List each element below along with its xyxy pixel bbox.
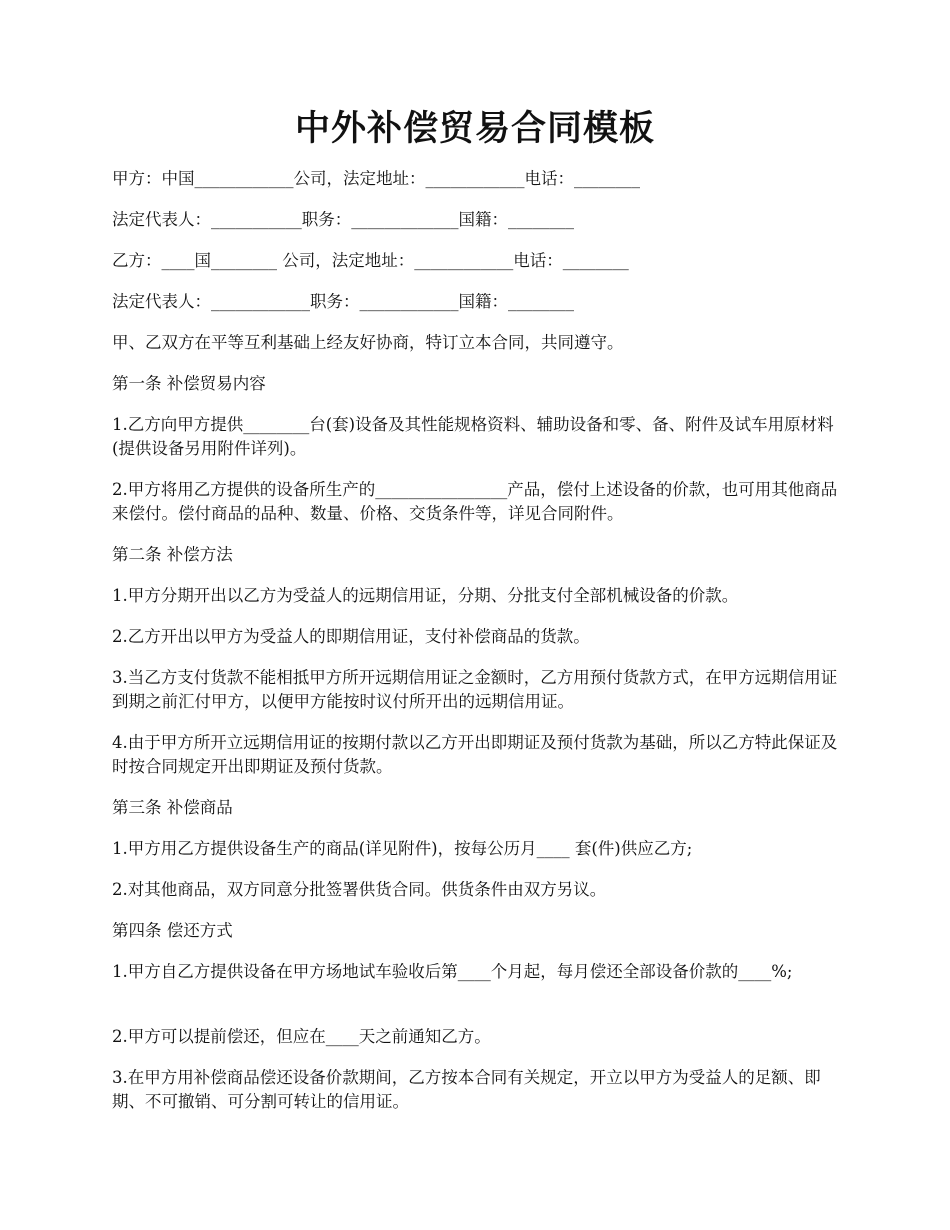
article-clause: 1.甲方自乙方提供设备在甲方场地试车验收后第____个月起，每月偿还全部设备价款的____%; <box>112 962 793 981</box>
article-clause: 2.甲方将用乙方提供的设备所生产的________________产品，偿付上述设备的价款，也可用其他商品来偿付。偿付商品的品种、数量、价格、交货条件等，详见合同附件。 <box>112 480 838 523</box>
article-clause: 2.对其他商品，双方同意分批签署供货合同。供货条件由双方另议。 <box>112 880 607 899</box>
article-clause: 2.甲方可以提前偿还，但应在____天之前通知乙方。 <box>112 1027 491 1046</box>
article-clause: 3.当乙方支付货款不能相抵甲方所开远期信用证之金额时，乙方用预付货款方式，在甲方远期信用证到期之前汇付甲方，以便甲方能按时议付所开出的远期信用证。 <box>112 668 838 711</box>
party-a-representative-line: 法定代表人：___________职务：_____________国籍：________ <box>112 210 574 229</box>
article-clause: 3.在甲方用补偿商品偿还设备价款期间，乙方按本合同有关规定，开立以甲方为受益人的足额、即期、不可撤销、可分割可转让的信用证。 <box>112 1068 821 1111</box>
article-clause: 1.乙方向甲方提供________台(套)设备及其性能规格资料、辅助设备和零、备、附件及试车用原材料(提供设备另用附件详列)。 <box>112 415 834 458</box>
article-clause: 2.乙方开出以甲方为受益人的即期信用证，支付补偿商品的货款。 <box>112 627 590 646</box>
article-clause: 4.由于甲方所开立远期信用证的按期付款以乙方开出即期证及预付货款为基础，所以乙方特此保证及时按合同规定开出即期证及预付货款。 <box>112 733 838 776</box>
preamble-paragraph: 甲、乙双方在平等互利基础上经友好协商，特订立本合同，共同遵守。 <box>112 333 624 352</box>
document-title: 中外补偿贸易合同模板 <box>294 108 655 149</box>
article-clause: 1.甲方用乙方提供设备生产的商品(详见附件)，按每公历月____ 套(件)供应乙方; <box>112 839 693 858</box>
document-page <box>112 108 838 1131</box>
party-b-line: 乙方：____国________ 公司，法定地址：____________电话：________ <box>112 251 629 270</box>
article-heading: 第四条 偿还方式 <box>112 921 233 940</box>
article-clause: 1.甲方分期开出以乙方为受益人的远期信用证，分期、分批支付全部机械设备的价款。 <box>112 586 739 605</box>
party-b-representative-line: 法定代表人：____________职务：____________国籍：________ <box>112 292 574 311</box>
party-a-line: 甲方：中国____________公司，法定地址：____________电话：________ <box>112 169 640 188</box>
article-heading: 第三条 补偿商品 <box>112 798 233 817</box>
article-heading: 第二条 补偿方法 <box>112 545 233 564</box>
article-heading: 第一条 补偿贸易内容 <box>112 374 266 393</box>
